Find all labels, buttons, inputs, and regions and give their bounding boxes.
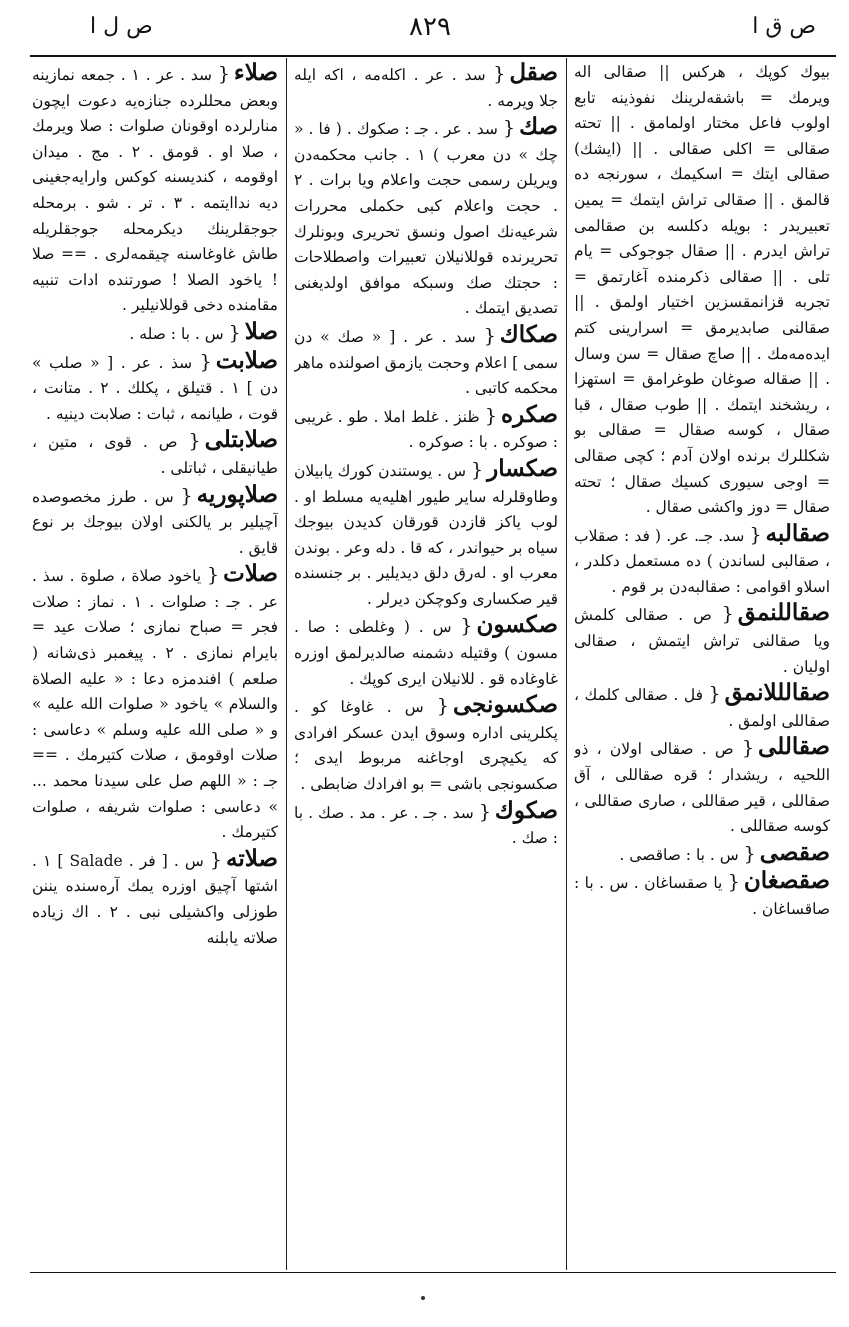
header-right-label: ص ق ا [752,14,816,39]
entry-definition: سد . عر . [ « صك » دن سمى ] اعلام وحجت يازمق اصولنده ماهر محكمه كاتبى . [294,327,558,398]
dictionary-entry [32,60,278,319]
brace-mark: { [727,871,740,894]
dictionary-entry [574,734,830,839]
dictionary-entry [574,521,830,601]
entry-definition: ياخود صلاة ، صلوة . سذ . عر . جـ : صلوات . ١ . نماز : صلات فجر = صباح نمازى ؛ صلات عيد = بايرام نمازى . ٢ . پيغمبر ذى‌شانه ( صلعم ) افندمزه دعا : « عليه الصلاة والسلام » ياخود « صلوات الله عليه » و « صلى الله عليه وسلم » دعاسى : صلات اوقومق ، صلات كتيرمك . == جـ : « اللهم صل على سيدنا محمد ... » دعاسى : صلوات شريفه ، صلوات كتيرمك . [32,567,278,842]
dictionary-entry [32,427,278,481]
entry-headword: صكاك [499,320,558,348]
page-header [30,6,830,46]
entry-definition: ظنز . غلط املا . طو . غريبى : صوكره . با : صوكره . [294,407,558,452]
entry-definition: يا صقساغان . س . با : صاقساغان . [574,874,830,918]
brace-mark: { [199,350,212,373]
dictionary-entry [294,114,558,322]
brace-mark: { [708,683,721,706]
dictionary-entry [294,798,558,852]
entry-definition: سد . عر . جـ : صكوك . ( فا . « چك » دن معرب ) ١ . جانب محكمه‌دن ويريلن رسمى حجت واعلام ويا برات . ٢ . حجت واعلام كبى حكملى محررات شرعيه‌نك اصول ونسق تحريرى وبونلرك تحريرنده قوللانيلان تعبيرات واصطلاحات : حجتك صك وسبكه موافق اولديغنى تصديق ايتمك . [294,120,558,318]
header-left-label: ص ل ا [90,14,153,39]
entry-definition: س . يوستندن كورك يابيلان وطاوقلرله ساير طيور اهليه‌يه مسلط او . لوب ياكز قازدن قورقان كديدن بيوجك سياه بر حيواندر ، كه قا . دله وعر . بوندن معرب او . له‌رق دلق ديديلير . بر جنسنده قير صكسارى وكوچكن ديرلر . [294,461,558,608]
dictionary-entry [294,456,558,613]
dictionary-entry [32,846,278,951]
dictionary-entry [32,561,278,846]
brace-mark: { [180,484,193,507]
brace-mark: { [471,458,484,481]
entry-headword: صلابتلى [204,426,278,454]
dictionary-entry [294,402,558,456]
brace-mark: { [209,848,222,871]
entry-definition: سد . جـ . عر . مد . صك . با : صك . [294,803,558,848]
brace-mark: { [460,615,473,638]
page-number: ٨٢٩ [409,12,451,42]
brace-mark: { [217,63,230,85]
entry-definition: س . با : صله . [129,324,224,343]
brace-mark: { [749,523,762,546]
entry-headword: صقصغان [743,867,830,895]
entry-definition: ص . صقالى اولان ، ذو اللحيه ، ريشدار ؛ قره صقاللى ، آق صقاللى ، قير صقاللى ، صارى صقاللى ، كوسه صقاللى . [574,740,830,836]
entry-definition: سذ . عر . [ « صلب » دن ] ١ . قتيلق ، پكلك . ٢ . متانت ، قوت ، طيانمه ، ثبات : صلابت دينيه . [32,353,278,423]
entry-headword: صلا [244,317,278,345]
dictionary-entry [32,482,278,562]
entry-headword: صكسونجى [452,691,558,719]
dictionary-entry [294,322,558,402]
entry-headword: صلاپوريه [196,480,278,508]
entry-headword: صك [519,113,558,141]
brace-mark: { [502,117,516,140]
entry-definition: سد . عر . اكله‌مه ، اكه ايله جلا ويرمه . [294,66,558,110]
entry-definition: س . غاوغا كو . پكلرينى اداره وسوق ايدن عسكر افرادى كه يكيچرى اوجاغنه مربوط ايدى ؛ صكسونجى باشى = بو افرادك ضابطى . [294,698,558,794]
brace-mark: { [478,800,491,823]
brace-mark: { [436,695,449,718]
entry-headword: صقل [509,60,558,86]
entry-definition: سد . عر . ١ . جمعه نمازينه وبعض محللرده جنازه‌يه دعوت ايچون منارلرده اوقونان صلوات : صلا ويرمك ، صلا او . قومق . ٢ . مج . ميدان اوقومه ، كنديسنه كوكس وارايه‌جغينى ديه نداايتمه . ٣ . تر . شو . برمحله جوجقلرينك ديكرمحله جوجقلريله طاش غاوغاسنه چيقمه‌لرى . == صلا ! ياخود الصلا ! صورتنده ادات تنبيه مقامنده دخى قوللانيلير . [32,66,278,315]
entry-headword: صلات [223,560,278,588]
entry-definition: ص . قوى ، متين ، طيانيقلى ، ثباتلى . [32,433,278,477]
dictionary-entry [294,692,558,797]
dictionary-entry [32,319,278,348]
entry-definition: س . طرز مخصوصده آچيلير بر يالكنى اولان بيوجك بر نوع قايق . [32,487,278,557]
entry-headword: صكسار [487,454,558,482]
brace-mark: { [741,737,755,760]
entry-definition: فل . صقالى كلمك ، صقاللى اولمق . [574,686,830,730]
column-left [32,60,278,1266]
paragraph: بيوك كوپك ، هركس || صقالى اله ويرمك = باشقه‌لرينك نفوذينه تابع اولوب فاعل مختار اولمامق . || تحته صقالى = اكلى صقالى . || (ايشك) صقالى ايتك = اسكيمك ، سورنجه ده قالمق . || صقالى تراش ايتمك = يمين تعبيريدر : بويله دكلسه بن صقالمى تراش ايدرم . || صقال جوجوكى = يام تلى . || صقالى ذكرمنده آغارتمق = تجربه قزانمقسزين اختيار اولمق . || صقالنى صابديرمق = اسرارينى كتم ايده‌مه‌مك . || صاچ صقال = سن وسال . || صقاله صوغان طوغرامق = استهزا ، ريشخند ايتمك . || طوب صقال ، قبا صقال ، كوسه صقال = صقالى بو شكللرك برنده اولان آدم ؛ كچى صقالى = اوجى سيورى كسيك صقال ؛ تحته صقال = دوز واكشى صقال . [574,63,830,517]
dictionary-entry [574,840,830,869]
column-divider-right [566,58,567,1270]
footer-rule [30,1272,836,1273]
column-divider-left [286,58,287,1270]
dictionary-entry [32,348,278,428]
entry-definition: س . [ فر . Salade ] ١ . اشتها آچيق اوزره يمك آره‌سنده يننن طوزلى واكشيلى نبى . ٢ . اك زياده صلاته يابلنه [32,851,278,947]
column-right [574,60,830,1266]
entry-definition: ص . صقالى كلمش ويا صقالنى تراش ايتمش ، صقالى اوليان . [574,606,830,676]
entry-headword: صكوك [494,796,558,824]
dictionary-entry [294,612,558,692]
entry-headword: صكسون [476,611,558,639]
brace-mark: { [493,63,506,85]
entry-definition: س . ( وغلطى : صا . مسون ) وقتيله دشمنه صالديرلمق اوزره غاوغاده قو . للانيلان ايرى كوپك . [294,618,558,688]
entry-headword: صقالبه [765,519,830,547]
dictionary-entry [574,868,830,922]
column-middle [294,60,558,1266]
brace-mark: { [483,324,496,347]
page-mark [421,1296,425,1300]
entry-headword: صلاته [226,844,278,872]
header-rule [30,55,836,57]
dictionary-entry [574,600,830,680]
entry-headword: صكره [501,400,558,428]
entry-headword: صقالللانمق [724,679,830,707]
entry-headword: صقصى [759,838,830,866]
entry-headword: صلاء [233,60,278,86]
brace-mark: { [743,842,756,865]
entry-headword: صقاللى [758,733,830,761]
entry-definition: سد. جـ. عر. ( فد : صقلاب ، صقالبى لساندن ) ده مستعمل دكلدر ، اسلاو اقوامى : صقالبه‌دن بر قوم . [574,526,830,596]
brace-mark: { [188,430,201,453]
dictionary-entry [294,60,558,114]
brace-mark: { [228,321,241,344]
entry-headword: صقاللنمق [737,599,830,627]
dictionary-entry [574,680,830,734]
brace-mark: { [484,404,498,427]
brace-mark: { [207,564,220,587]
entry-headword: صلابت [215,346,278,374]
brace-mark: { [721,603,734,626]
entry-definition: س . با : صاقصى . [619,845,739,864]
